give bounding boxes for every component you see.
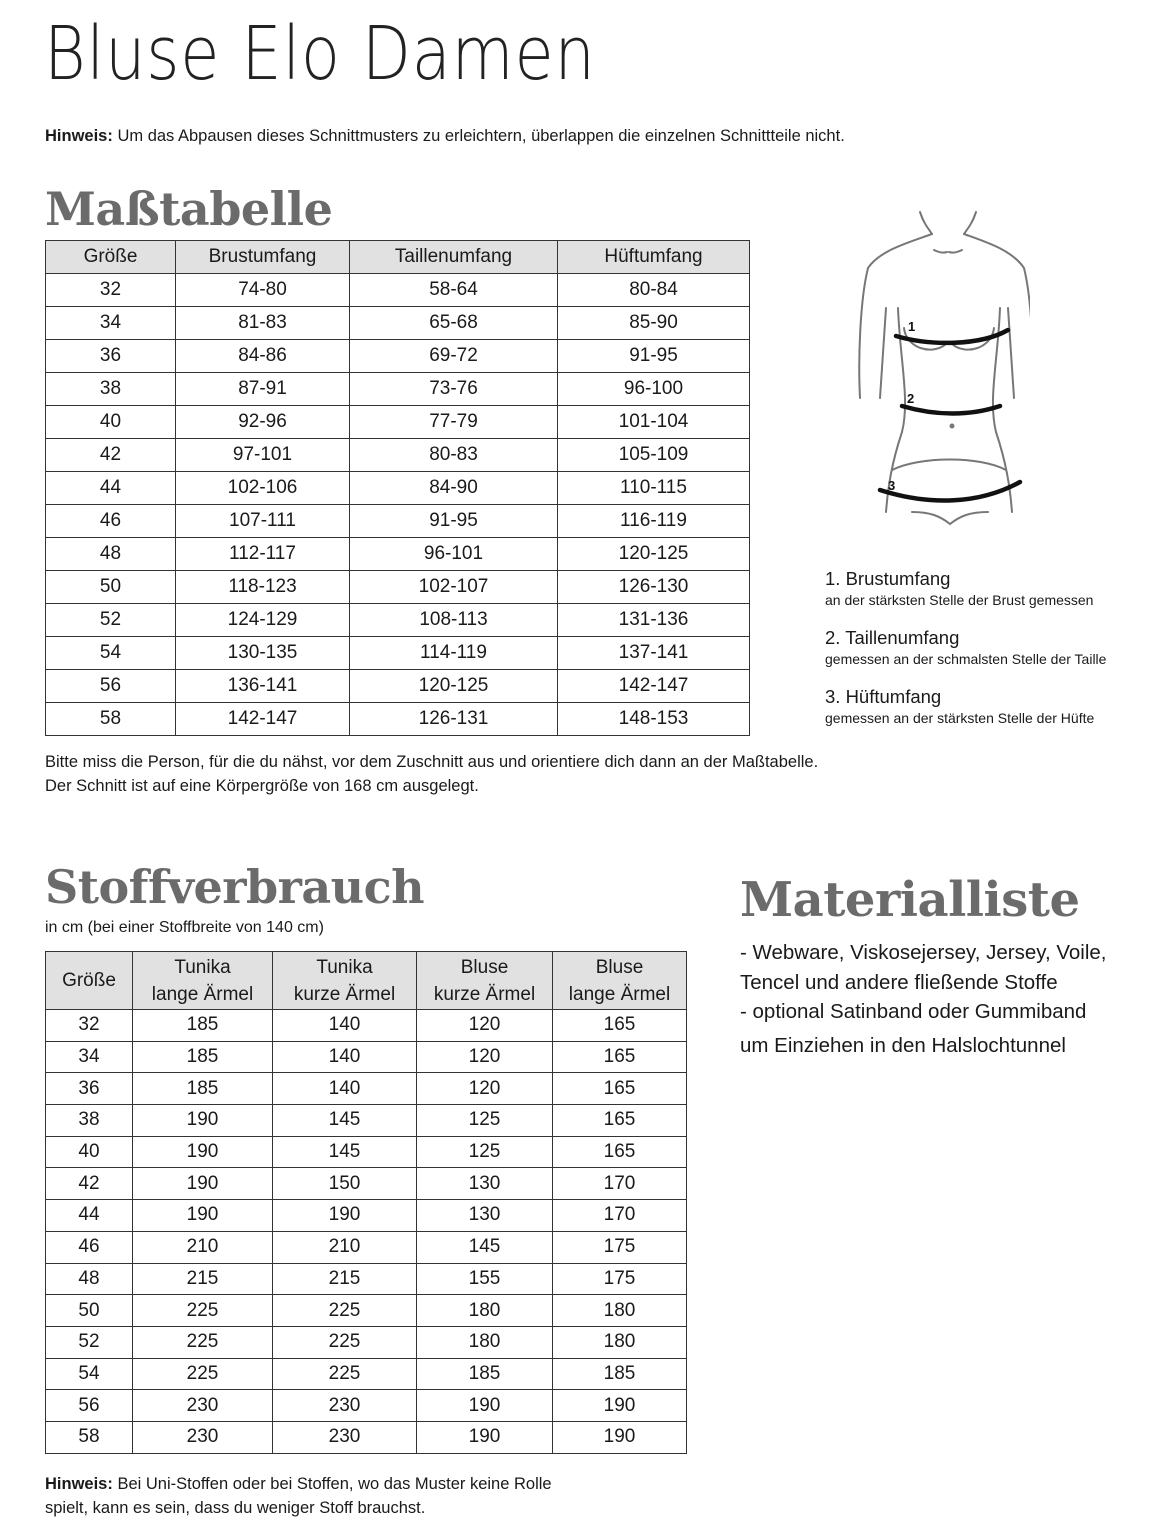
fabric-cell: 145 [273, 1105, 417, 1137]
size-chart-note-line-1: Bitte miss die Person, für die du nähst, vor dem Zuschnitt aus und orientiere dich dann an der Maßtabelle. [45, 753, 819, 771]
fabric-row [46, 1073, 687, 1105]
fabric-header-line-1: Bluse [595, 956, 644, 978]
fabric-cell: 140 [273, 1041, 417, 1073]
size-chart-cell: 77-79 [350, 406, 558, 439]
size-chart-row [46, 373, 750, 406]
materials-line-1: - Webware, Viskosejersey, Jersey, Voile, [740, 941, 1107, 964]
fabric-cell: 190 [133, 1168, 273, 1200]
size-chart-cell: 136-141 [176, 670, 350, 703]
legend-1-title: 1. Brustumfang [825, 568, 951, 589]
size-chart-note [45, 750, 818, 798]
page-title: Bluse Elo Damen [44, 11, 596, 97]
size-chart-cell: 58-64 [350, 274, 558, 307]
fabric-cell: 44 [46, 1200, 133, 1232]
size-chart-cell: 87-91 [176, 373, 350, 406]
fabric-cell: 48 [46, 1263, 133, 1295]
fabric-cell: 215 [273, 1263, 417, 1295]
fabric-cell: 56 [46, 1390, 133, 1422]
legend-3-title: 3. Hüftumfang [825, 686, 942, 707]
fabric-cell: 165 [553, 1136, 687, 1168]
size-chart-cell: 80-84 [558, 274, 750, 307]
fabric-cell: 185 [553, 1358, 687, 1390]
size-chart-note-line-2: Der Schnitt ist auf eine Körpergröße von 168 cm ausgelegt. [45, 777, 479, 795]
fabric-cell: 46 [46, 1231, 133, 1263]
size-chart-cell: 101-104 [558, 406, 750, 439]
size-chart-cell: 85-90 [558, 307, 750, 340]
size-chart-row [46, 604, 750, 637]
size-chart-cell: 40 [46, 406, 176, 439]
legend-2-title: 2. Taillenumfang [825, 627, 960, 648]
fabric-cell: 190 [133, 1136, 273, 1168]
fabric-header-line-2: lange Ärmel [151, 983, 254, 1005]
fabric-header-cell [133, 952, 273, 1010]
size-chart-cell: 105-109 [558, 439, 750, 472]
size-chart-cell: 114-119 [350, 637, 558, 670]
marker-2: 2 [907, 391, 915, 406]
fabric-row [46, 1010, 687, 1042]
size-chart-cell: 120-125 [558, 538, 750, 571]
fabric-cell: 165 [553, 1105, 687, 1137]
size-chart-row [46, 406, 750, 439]
size-chart-header-cell: Größe [46, 241, 176, 274]
fabric-cell: 40 [46, 1136, 133, 1168]
fabric-cell: 180 [553, 1295, 687, 1327]
fabric-cell: 165 [553, 1010, 687, 1042]
size-chart-row [46, 538, 750, 571]
size-chart-row [46, 274, 750, 307]
fabric-cell: 190 [553, 1390, 687, 1422]
size-chart-cell: 84-90 [350, 472, 558, 505]
size-chart-cell: 52 [46, 604, 176, 637]
fabric-cell: 52 [46, 1326, 133, 1358]
fabric-header-line-2: kurze Ärmel [293, 983, 396, 1005]
fabric-cell: 185 [133, 1073, 273, 1105]
legend-1-subtitle: an der stärksten Stelle der Brust gemessen [825, 592, 1094, 608]
size-chart-cell: 42 [46, 439, 176, 472]
fabric-row [46, 1041, 687, 1073]
fabric-cell: 54 [46, 1358, 133, 1390]
size-chart-cell: 116-119 [558, 505, 750, 538]
fabric-cell: 210 [273, 1231, 417, 1263]
fabric-cell: 140 [273, 1010, 417, 1042]
fabric-cell: 225 [133, 1295, 273, 1327]
size-chart-cell: 32 [46, 274, 176, 307]
size-chart-cell: 131-136 [558, 604, 750, 637]
size-chart-cell: 112-117 [176, 538, 350, 571]
fabric-cell: 225 [133, 1326, 273, 1358]
size-chart-cell: 91-95 [558, 340, 750, 373]
fabric-subheading: in cm (bei einer Stoffbreite von 140 cm) [45, 919, 324, 936]
fabric-heading: Stoffverbrauch [45, 860, 425, 914]
size-chart-cell: 48 [46, 538, 176, 571]
size-chart-cell: 102-107 [350, 571, 558, 604]
fabric-cell: 190 [133, 1200, 273, 1232]
fabric-row [46, 1168, 687, 1200]
fabric-row [46, 1136, 687, 1168]
fabric-cell: 225 [273, 1358, 417, 1390]
materials-line-3: - optional Satinband oder Gummiband [740, 1000, 1087, 1023]
fabric-header-cell [46, 952, 133, 1010]
fabric-cell: 225 [273, 1326, 417, 1358]
size-chart-row [46, 670, 750, 703]
fabric-cell: 120 [417, 1041, 553, 1073]
fabric-cell: 170 [553, 1200, 687, 1232]
fabric-header-cell [417, 952, 553, 1010]
fabric-cell: 230 [273, 1421, 417, 1453]
size-chart-cell: 46 [46, 505, 176, 538]
size-chart-cell: 118-123 [176, 571, 350, 604]
size-chart-cell: 108-113 [350, 604, 558, 637]
fabric-cell: 120 [417, 1073, 553, 1105]
fabric-cell: 130 [417, 1200, 553, 1232]
fabric-header-line-1: Tunika [316, 956, 373, 978]
size-chart-cell: 38 [46, 373, 176, 406]
fabric-cell: 150 [273, 1168, 417, 1200]
fabric-header-line-1: Größe [62, 970, 116, 991]
size-chart-cell: 96-100 [558, 373, 750, 406]
fabric-note [45, 1472, 552, 1520]
fabric-cell: 38 [46, 1105, 133, 1137]
fabric-cell: 50 [46, 1295, 133, 1327]
fabric-row [46, 1200, 687, 1232]
fabric-cell: 185 [417, 1358, 553, 1390]
size-chart-cell: 84-86 [176, 340, 350, 373]
size-chart-cell: 80-83 [350, 439, 558, 472]
size-chart-cell: 91-95 [350, 505, 558, 538]
top-note-text: Um das Abpausen dieses Schnittmusters zu erleichtern, überlappen die einzelnen Schnittteile nicht. [112, 127, 845, 145]
fabric-row [46, 1263, 687, 1295]
fabric-cell: 130 [417, 1168, 553, 1200]
fabric-cell: 180 [553, 1326, 687, 1358]
fabric-header-row [46, 952, 687, 1010]
size-chart-header-cell: Brustumfang [176, 241, 350, 274]
size-chart-cell: 137-141 [558, 637, 750, 670]
fabric-note-line-2: spielt, kann es sein, dass du weniger Stoff brauchst. [45, 1499, 426, 1517]
size-chart-table [45, 240, 750, 736]
top-note-label: Hinweis: [45, 127, 113, 145]
size-chart-row [46, 472, 750, 505]
size-chart-cell: 50 [46, 571, 176, 604]
materials-line-2: Tencel und andere fließende Stoffe [740, 971, 1058, 994]
fabric-cell: 185 [133, 1041, 273, 1073]
fabric-cell: 190 [133, 1105, 273, 1137]
fabric-cell: 32 [46, 1010, 133, 1042]
size-chart-row [46, 505, 750, 538]
legend-3-subtitle: gemessen an der stärksten Stelle der Hüfte [825, 710, 1095, 726]
fabric-cell: 165 [553, 1073, 687, 1105]
size-chart-cell: 142-147 [176, 703, 350, 736]
fabric-cell: 34 [46, 1041, 133, 1073]
size-chart-cell: 92-96 [176, 406, 350, 439]
fabric-cell: 175 [553, 1263, 687, 1295]
size-chart-cell: 58 [46, 703, 176, 736]
fabric-cell: 210 [133, 1231, 273, 1263]
fabric-row [46, 1358, 687, 1390]
materials-heading: Materialliste [740, 872, 1080, 928]
fabric-cell: 58 [46, 1421, 133, 1453]
fabric-cell: 215 [133, 1263, 273, 1295]
legend-2-subtitle: gemessen an der schmalsten Stelle der Taille [825, 651, 1107, 667]
fabric-cell: 180 [417, 1326, 553, 1358]
size-chart-cell: 56 [46, 670, 176, 703]
fabric-cell: 170 [553, 1168, 687, 1200]
fabric-cell: 225 [273, 1295, 417, 1327]
body-measurement-figure [840, 200, 1030, 550]
fabric-header-line-2: lange Ärmel [568, 983, 671, 1005]
fabric-header-cell [553, 952, 687, 1010]
size-chart-heading: Maßtabelle [45, 182, 333, 236]
fabric-cell: 120 [417, 1010, 553, 1042]
size-chart-cell: 148-153 [558, 703, 750, 736]
top-note [45, 124, 845, 148]
size-chart-cell: 110-115 [558, 472, 750, 505]
fabric-cell: 185 [133, 1010, 273, 1042]
size-chart-cell: 54 [46, 637, 176, 670]
fabric-cell: 145 [273, 1136, 417, 1168]
size-chart-cell: 96-101 [350, 538, 558, 571]
size-chart-cell: 73-76 [350, 373, 558, 406]
fabric-cell: 125 [417, 1105, 553, 1137]
size-chart-cell: 142-147 [558, 670, 750, 703]
fabric-cell: 140 [273, 1073, 417, 1105]
size-chart-cell: 126-130 [558, 571, 750, 604]
fabric-note-line-1: Bei Uni-Stoffen oder bei Stoffen, wo das Muster keine Rolle [112, 1475, 552, 1493]
fabric-row [46, 1421, 687, 1453]
marker-1: 1 [908, 319, 916, 334]
size-chart-header-cell: Hüftumfang [558, 241, 750, 274]
fabric-cell: 190 [417, 1390, 553, 1422]
size-chart-cell: 124-129 [176, 604, 350, 637]
marker-3: 3 [888, 478, 896, 493]
size-chart-cell: 120-125 [350, 670, 558, 703]
size-chart-cell: 126-131 [350, 703, 558, 736]
fabric-row [46, 1295, 687, 1327]
size-chart-row [46, 340, 750, 373]
fabric-cell: 180 [417, 1295, 553, 1327]
fabric-cell: 36 [46, 1073, 133, 1105]
fabric-row [46, 1326, 687, 1358]
size-chart-cell: 69-72 [350, 340, 558, 373]
fabric-cell: 155 [417, 1263, 553, 1295]
fabric-cell: 225 [133, 1358, 273, 1390]
fabric-row [46, 1231, 687, 1263]
size-chart-cell: 44 [46, 472, 176, 505]
size-chart-row [46, 571, 750, 604]
size-chart-cell: 74-80 [176, 274, 350, 307]
fabric-cell: 230 [133, 1390, 273, 1422]
fabric-row [46, 1390, 687, 1422]
fabric-cell: 190 [273, 1200, 417, 1232]
size-chart-cell: 36 [46, 340, 176, 373]
fabric-cell: 230 [273, 1390, 417, 1422]
size-chart-cell: 34 [46, 307, 176, 340]
size-chart-cell: 107-111 [176, 505, 350, 538]
size-chart-cell: 65-68 [350, 307, 558, 340]
fabric-cell: 230 [133, 1421, 273, 1453]
materials-line-4: um Einziehen in den Halslochtunnel [740, 1034, 1066, 1057]
fabric-cell: 190 [553, 1421, 687, 1453]
fabric-header-line-1: Tunika [174, 956, 231, 978]
size-chart-row [46, 307, 750, 340]
size-chart-header-row [46, 241, 750, 274]
fabric-usage-table [45, 951, 687, 1454]
fabric-header-line-1: Bluse [460, 956, 509, 978]
fabric-cell: 42 [46, 1168, 133, 1200]
size-chart-cell: 102-106 [176, 472, 350, 505]
size-chart-row [46, 439, 750, 472]
fabric-cell: 175 [553, 1231, 687, 1263]
fabric-header-line-2: kurze Ärmel [433, 983, 536, 1005]
fabric-header-cell [273, 952, 417, 1010]
size-chart-cell: 130-135 [176, 637, 350, 670]
fabric-note-label: Hinweis: [45, 1475, 113, 1493]
fabric-cell: 145 [417, 1231, 553, 1263]
size-chart-row [46, 637, 750, 670]
size-chart-header-cell: Taillenumfang [350, 241, 558, 274]
fabric-cell: 125 [417, 1136, 553, 1168]
size-chart-cell: 97-101 [176, 439, 350, 472]
size-chart-row [46, 703, 750, 736]
fabric-cell: 190 [417, 1421, 553, 1453]
size-chart-cell: 81-83 [176, 307, 350, 340]
fabric-row [46, 1105, 687, 1137]
fabric-cell: 165 [553, 1041, 687, 1073]
